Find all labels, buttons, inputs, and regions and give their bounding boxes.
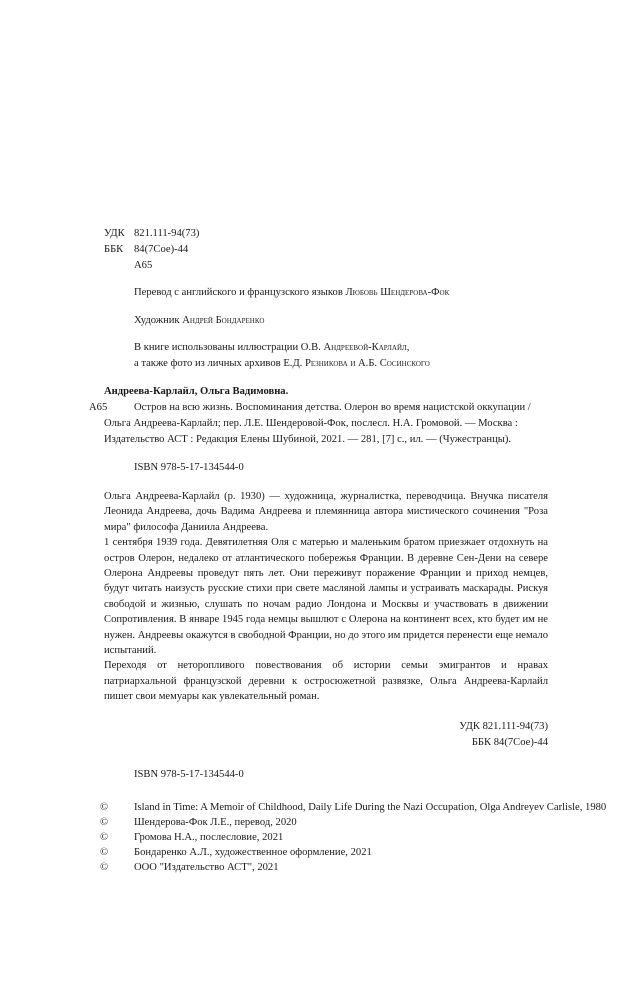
copyright-text: Громова Н.А., послесловие, 2021 [134,831,284,843]
annotation-paragraph: Переходя от неторопливого повествования об истории семьи эмигрантов и нравах патриархальной французской деревни к остросюжетной развязке, Ольга Андреева-Карлайл пишет свои мемуары как увлекательный роман. [104,660,548,703]
artist-credit [134,315,264,326]
bbk-label: ББК [104,244,124,255]
translation-prefix: Перевод с английского и французского языков [134,287,343,298]
copyright-icon: © [100,801,109,813]
isbn-bottom: ISBN 978-5-17-134544-0 [134,768,244,780]
copyright-item [100,860,548,875]
photo-archive-names: Е.Д. Резникова и А.Б. Сосинского [283,358,430,369]
copyright-text: Бондаренко А.Л., художественное оформление, 2021 [134,846,372,858]
lower-section [100,489,607,875]
bbk-value: 84(7Сое)-44 [134,244,189,255]
footer-classification [104,719,548,751]
udk-value: 821.111-94(73) [134,228,200,239]
bibliographic-mark: А65 [89,402,108,413]
copyright-item [100,830,548,845]
copyright-text: ООО "Издательство АСТ", 2021 [134,861,279,873]
illustrator-name: О.В. Андреевой-Карлайл, [300,342,410,353]
udk-label: УДК [104,228,125,239]
translator-name: Любовь Шендерова-Фок [345,287,450,298]
author-mark: А65 [134,260,153,271]
illustrations-credit-line2 [134,358,430,369]
annotation-paragraph: 1 сентября 1939 года. Девятилетняя Оля с матерью и маленьким братом приезжает отдохнуть на остров Олерон, недалеко от атлантического побережья Франции. В деревне Сен-Дени на севере Олерона Андреевы проведут пять лет. Они переживут поражение Франции и приход немцев, будут читать наизусть русские стихи при свете масляной лампы и устраивать маскарады. Рискуя свободой и жизнью, слушать по ночам радио Лондона и Москвы и участвовать в движении Сопротивления. В январе 1945 года немцы вышлют с Олерона на континент всех, кто будет им не нужен. Андреевы окажутся в свободной Франции, но до этого им придется перенести еще немало испытаний. [104,537,548,657]
copyright-icon: © [100,846,109,858]
translation-credit [134,287,449,298]
annotation [104,489,548,705]
copyright-icon: © [100,861,109,873]
isbn-top: ISBN 978-5-17-134544-0 [134,462,244,473]
copyright-list [100,800,607,875]
copyright-icon: © [100,831,109,843]
author-heading: Андреева-Карлайл, Ольга Вадимовна. [104,386,289,397]
copyright-item [100,815,548,830]
copyright-icon: © [100,816,109,828]
footer-bbk: ББК 84(7Сое)-44 [471,736,548,748]
footer-udk: УДК 821.111-94(73) [459,720,548,732]
annotation-paragraph: Ольга Андреева-Карлайл (р. 1930) — художница, журналистка, переводчица. Внучка писателя Леонида Андреева, дочь Вадима Андреева и племянница автора мистического сочинения "Роза мира" философа Даниила Андреева. [104,491,548,533]
illustrations-prefix: В книге использованы иллюстрации [134,342,299,353]
copyright-item [100,800,607,815]
copyright-text: Шендерова-Фок Л.Е., перевод, 2020 [134,816,297,828]
copyright-text: Island in Time: A Memoir of Childhood, Daily Life During the Nazi Occupation, Olga Andreyev Carlisle, 1980 [134,801,607,813]
bibliographic-line-1: Остров на всю жизнь. Воспоминания детства. Олерон во время нацистской оккупации / [134,402,531,413]
photo-prefix: а также фото из личных архивов [134,358,281,369]
bibliographic-line-2: Ольга Андреева-Карлайл; пер. Л.Е. Шендеровой-Фок, послесл. Н.А. Громовой. — Москва : [104,418,518,429]
illustrations-credit-line1 [134,342,409,353]
copyright-item [100,845,548,860]
artist-name: Андрей Бондаренко [182,315,265,326]
bibliographic-line-3: Издательство АСТ : Редакция Елены Шубиной, 2021. — 281, [7] с., ил. — (Чужестранцы). [104,434,512,445]
artist-prefix: Художник [134,315,180,326]
